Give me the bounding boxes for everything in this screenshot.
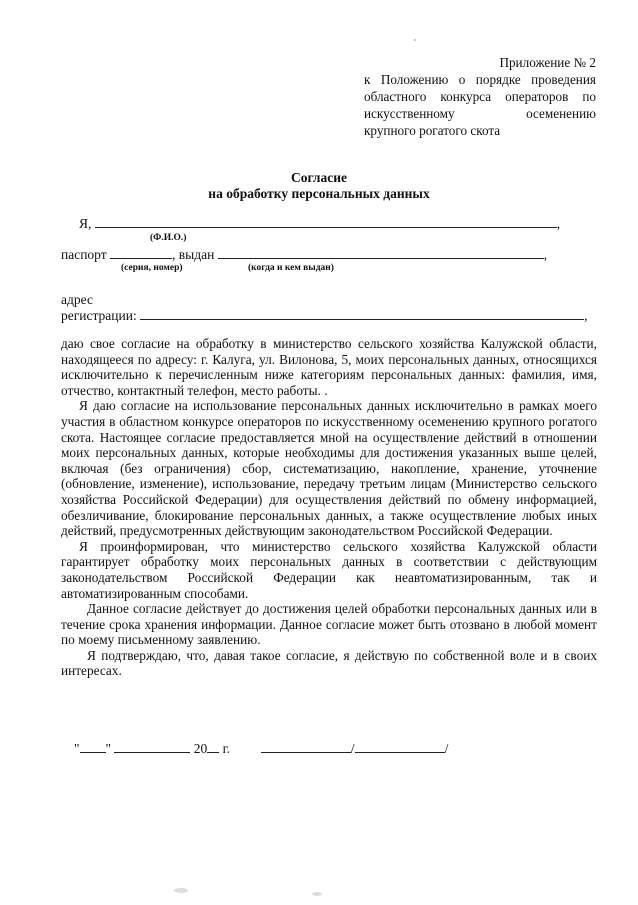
slash-1: / bbox=[350, 741, 355, 756]
close-quote: " bbox=[105, 741, 112, 756]
scan-speck bbox=[174, 888, 188, 893]
date-signature-row bbox=[74, 740, 448, 757]
passport-label: паспорт bbox=[61, 247, 107, 262]
month-line[interactable] bbox=[114, 740, 190, 753]
document-title bbox=[0, 170, 638, 202]
signature-line[interactable] bbox=[261, 740, 351, 753]
year-suffix: г. bbox=[222, 741, 231, 756]
issued-label: , выдан bbox=[172, 247, 215, 262]
issued-hint: (когда и кем выдан) bbox=[248, 263, 334, 273]
appendix-line: областного конкурса операторов по bbox=[364, 89, 596, 104]
appendix-line: крупного рогатого скота bbox=[364, 123, 501, 138]
passport-suffix: , bbox=[543, 247, 548, 262]
title-line-1: Согласие bbox=[290, 170, 348, 185]
registration-row bbox=[61, 307, 587, 324]
consent-body bbox=[61, 336, 597, 679]
appendix-title: Приложение № 2 bbox=[499, 55, 596, 70]
name-row bbox=[79, 215, 560, 232]
consent-paragraph: Я подтверждаю, что, давая такое согласие, я действую по собственной воле и в своих интересах. bbox=[61, 647, 597, 679]
consent-paragraph: Данное согласие действует до достижения целей обработки персональных данных или в течение срока хранения информации. Данное согласие может быть отозвано в любой момент по моему письменному заявлению. bbox=[61, 601, 597, 648]
slash-2: / bbox=[444, 741, 449, 756]
year-line[interactable] bbox=[207, 740, 219, 753]
name-suffix: , bbox=[556, 216, 561, 231]
appendix-block bbox=[364, 54, 596, 139]
year-prefix: 20 bbox=[193, 741, 208, 756]
name-hint: (Ф.И.О.) bbox=[150, 233, 187, 243]
series-hint: (серия, номер) bbox=[121, 263, 183, 273]
registration-address-line[interactable] bbox=[140, 307, 584, 320]
registration-label: регистрации: bbox=[61, 308, 137, 323]
title-line-2: на обработку персональных данных bbox=[208, 186, 430, 201]
name-prefix: Я, bbox=[79, 216, 92, 231]
open-quote: " bbox=[74, 741, 80, 756]
consent-paragraph: Я даю согласие на использование персональных данных исключительно в рамках моего участия в областном конкурсе операторов по искусственному осеменению крупного рогатого скота. Настоящее согласие предоставляется мной на осуществление действий в отношении моих персональных данных, которые необходимы для достижения указанных выше целей, включая (без ограничения) сбор, систематизацию, накопление, хранение, уточнение (обновление, изменение), использование, передачу третьим лицам (Министерство сельского хозяйства Российской Федерации) для осуществления действий по обмену информацией, обезличивание, блокирование персональных данных, а также осуществление любых иных действий, предусмотренных действующим законодательством Российской Федерации. bbox=[61, 398, 597, 539]
signature-name-line[interactable] bbox=[355, 740, 445, 753]
passport-row bbox=[61, 246, 547, 263]
registration-suffix: , bbox=[584, 308, 588, 323]
scan-speck bbox=[414, 39, 416, 41]
appendix-line: к Положению о порядке проведения bbox=[364, 72, 596, 87]
appendix-line: искусственному осеменению bbox=[364, 106, 596, 121]
consent-paragraph: Я проинформирован, что министерство сельского хозяйства Калужской области гарантирует обработку моих персональных данных в соответствии с действующим законодательством Российской Федерации как неавтоматизированным, так и автоматизированным способами. bbox=[61, 538, 597, 601]
name-input-line[interactable] bbox=[95, 215, 557, 228]
day-line[interactable] bbox=[80, 740, 106, 753]
consent-paragraph: даю свое согласие на обработку в министерство сельского хозяйства Калужской области, находящееся по адресу: г. Калуга, ул. Вилонова, 5, моих персональных данных, относящихся исключительно к перечисленным ниже категориям персональных данных: фамилия, имя, отчество, контактный телефон, место работы. . bbox=[61, 336, 597, 398]
scan-speck bbox=[312, 892, 322, 896]
issued-by-line[interactable] bbox=[218, 246, 544, 259]
passport-series-line[interactable] bbox=[110, 246, 172, 259]
address-label: адрес bbox=[61, 292, 93, 307]
